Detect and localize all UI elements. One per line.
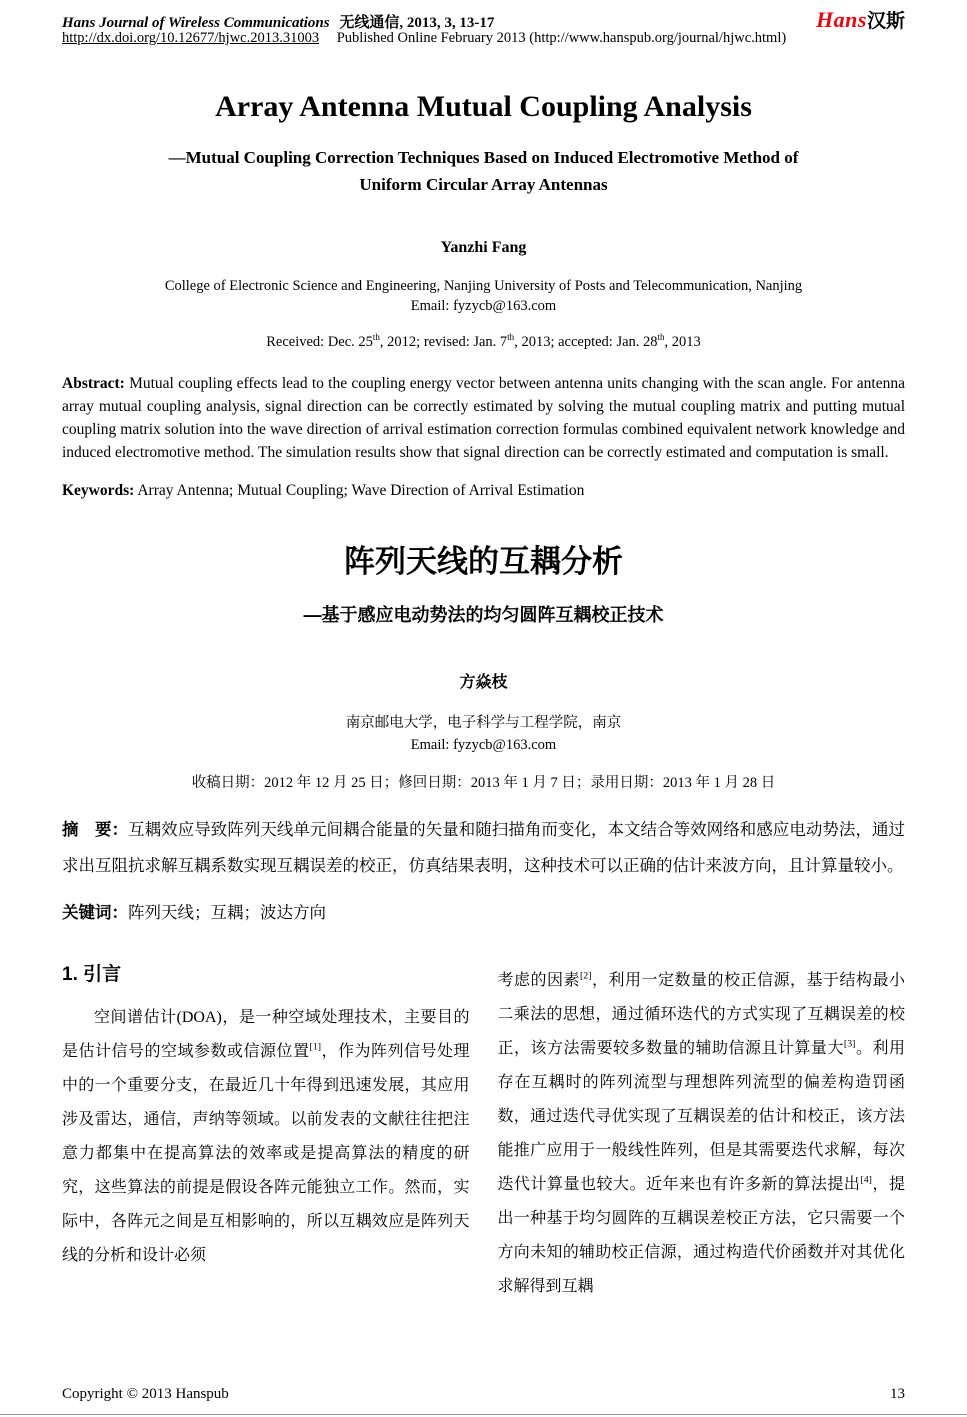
right-column [498, 961, 906, 1304]
intro-text-segment: 空间谱估计(DOA)，是一种空域处理技术，主要目的是估计信号的空域参数或信源位置 [62, 1009, 470, 1060]
published-online-info: Published Online February 2013 (http://www.hanspub.org/journal/hjwc.html) [336, 30, 787, 46]
hans-logo-zh-text: 汉斯 [866, 11, 905, 32]
paper-title-zh: 阵列天线的互耦分析 [344, 544, 623, 579]
intro-text-segment: 考虑的因素 [497, 972, 580, 989]
paper-subtitle-zh: —基于感应电动势法的均匀圆阵互耦校正技术 [303, 605, 664, 625]
keywords-zh [62, 901, 905, 925]
intro-paragraph-left [62, 1001, 470, 1273]
publication-info-line [62, 30, 905, 52]
left-column [62, 961, 470, 1304]
intro-text-segment: ，提出一种基于均匀圆阵的互耦误差校正方法，它只需要一个方向未知的辅助校正信源，通过构造代价函数并对其优化求解得到互耦 [497, 1176, 905, 1295]
hans-logo-en-text: Hans [816, 7, 867, 32]
abstract-label-zh: 摘 要： [62, 821, 129, 839]
ordinal-superscript: th [657, 332, 665, 343]
journal-line [62, 11, 494, 32]
abstract-zh [62, 812, 905, 883]
section-heading-introduction: 1. 引言 [62, 964, 122, 985]
abstract-label-en: Abstract: [62, 375, 125, 392]
journal-issue-info: 无线通信, 2013, 3, 13-17 [339, 15, 495, 31]
page-number: 13 [890, 1386, 905, 1402]
paper-subtitle-en [62, 144, 905, 198]
affiliation-zh: 南京邮电大学，电子科学与工程学院，南京 [345, 715, 622, 731]
received-segment: , 2012; revised: Jan. 7 [379, 334, 508, 350]
page-bottom-rule [0, 1414, 967, 1415]
abstract-text-zh: 互耦效应导致阵列天线单元间耦合能量的矢量和随扫描角而变化，本文结合等效网络和感应电动势法，通过求出互阻抗求解互耦系数实现互耦误差的校正，仿真结果表明，这种技术可以正确的估计来波方向，且计算量较小。 [62, 820, 906, 875]
intro-text-segment: 。利用存在互耦时的阵列流型与理想阵列流型的偏差构造罚函数，通过迭代寻优实现了互耦误差的估计和校正，该方法能推广应用于一般线性阵列，但是其需要迭代求解，每次迭代计算量也较大。近年来也有许多新的算法提出 [497, 1040, 905, 1193]
keywords-text-zh: 阵列天线；互耦；波达方向 [128, 903, 326, 922]
journal-title-en: Hans Journal of Wireless Communications [62, 15, 330, 31]
affiliation-en: College of Electronic Science and Engineering, Nanjing University of Posts and Telecommunication, Nanjing [164, 278, 803, 294]
ordinal-superscript: th [507, 332, 515, 343]
received-segment: , 2013 [664, 334, 701, 350]
citation-ref-4: [4] [860, 1174, 872, 1186]
affiliation-block-zh [62, 712, 905, 756]
received-dates-zh: 收稿日期：2012 年 12 月 25 日；修回日期：2013 年 1 月 7 日；录用日期：2013 年 1 月 28 日 [191, 775, 776, 791]
body-columns [62, 961, 905, 1304]
citation-ref-3: [3] [843, 1038, 856, 1050]
paper-subtitle-en-line2: Uniform Circular Array Antennas [359, 175, 608, 194]
doi-link[interactable]: http://dx.doi.org/10.12677/hjwc.2013.31003 [62, 30, 320, 46]
keywords-text-en: Array Antenna; Mutual Coupling; Wave Direction of Arrival Estimation [134, 482, 585, 499]
paper-subtitle-en-line1: —Mutual Coupling Correction Techniques Based on Induced Electromotive Method of [168, 148, 799, 167]
intro-paragraph-right [498, 964, 906, 1304]
received-dates-en [62, 332, 905, 352]
received-segment: , 2013; accepted: Jan. 28 [514, 334, 658, 350]
author-name-en: Yanzhi Fang [440, 239, 527, 256]
hans-logo [816, 6, 905, 33]
email-en: Email: fyzycb@163.com [410, 298, 557, 314]
keywords-en [62, 480, 905, 502]
citation-ref-1: [1] [309, 1041, 322, 1053]
affiliation-block-en [62, 276, 905, 316]
copyright-text: Copyright © 2013 Hanspub [62, 1386, 229, 1402]
intro-text-segment: ，利用一定数量的校正信源，基于结构最小二乘法的思想，通过循环迭代的方式实现了互耦误差的校正，该方法需要较多数量的辅助信源且计算量大 [497, 972, 905, 1057]
abstract-en [62, 372, 905, 464]
email-zh: Email: fyzycb@163.com [410, 737, 557, 753]
author-name-zh: 方焱枝 [459, 674, 508, 691]
page-footer [62, 1386, 905, 1403]
keywords-label-en: Keywords: [62, 482, 135, 499]
paper-title-en: Array Antenna Mutual Coupling Analysis [215, 90, 752, 123]
keywords-label-zh: 关键词： [62, 904, 128, 922]
received-segment: Received: Dec. 25 [266, 334, 373, 350]
abstract-text-en: Mutual coupling effects lead to the coupling energy vector between antenna units changing with the scan angle. For antenna array mutual coupling analysis, signal direction can be correctly estimated by solving the mutual coupling matrix and putting mutual coupling matrix solution into the wave direction of arrival estimation correction formulas combined equivalent network knowledge and induced electromotive method. The simulation results show that signal direction can be correctly estimated and computation is small. [62, 375, 905, 461]
ordinal-superscript: th [372, 332, 380, 343]
intro-text-segment: ，作为阵列信号处理中的一个重要分支，在最近几十年得到迅速发展，其应用涉及雷达，通信，声纳等领域。以前发表的文献往往把注意力都集中在提高算法的效率或是提高算法的精度的研究，这些算法的前提是假设各阵元能独立工作。然而，实际中，各阵元之间是互相影响的，所以互耦效应是阵列天线的分析和设计必须 [62, 1043, 470, 1264]
citation-ref-2: [2] [579, 970, 592, 982]
journal-header [62, 6, 905, 30]
